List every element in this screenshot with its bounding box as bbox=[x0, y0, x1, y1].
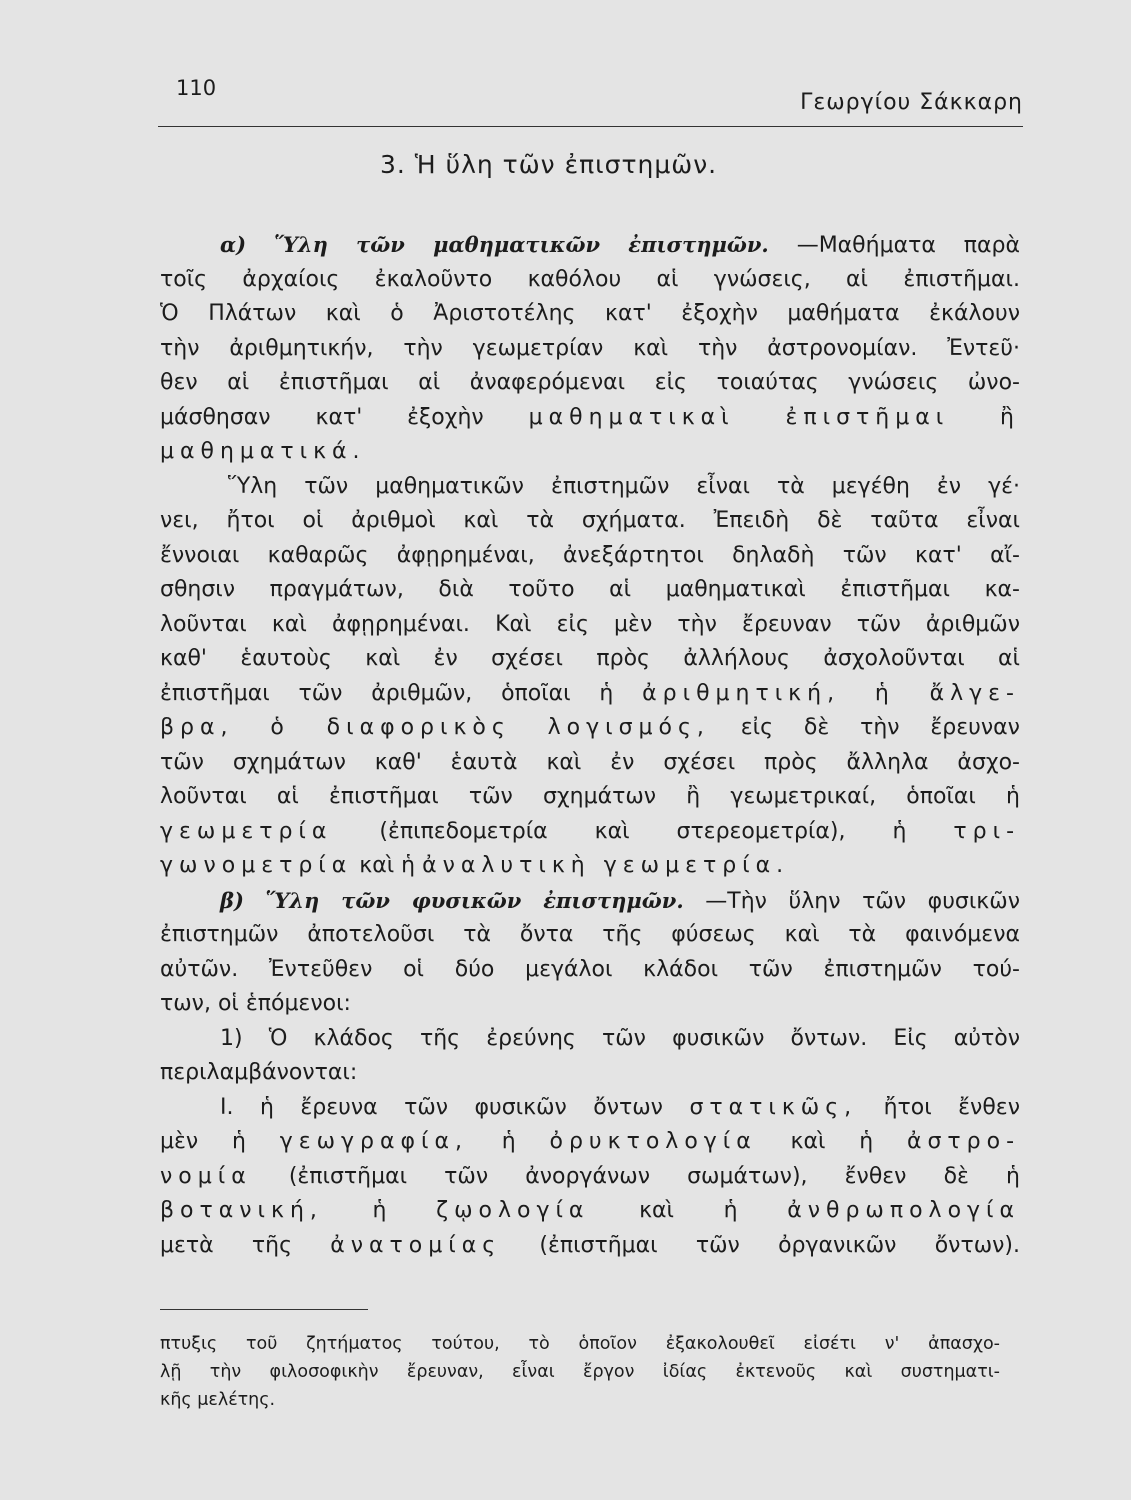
subsection-heading: Ὕλη τῶν φυσικῶν ἐπιστημῶν. bbox=[265, 887, 684, 913]
page-number: 110 bbox=[176, 76, 217, 100]
text-line: ἔννοιαι καθαρῶς ἀφῃρημέναι, ἀνεξάρτητοι δηλαδὴ τῶν κατ' αἴ- bbox=[160, 542, 1020, 568]
subsection-label: β) bbox=[220, 887, 244, 913]
footnotes bbox=[160, 1330, 1000, 1414]
text-line bbox=[160, 1194, 1020, 1229]
spaced-text: ἀνατομίας bbox=[330, 1232, 502, 1258]
footnote-line: πτυξις τοῦ ζητήματος τούτου, τὸ ὁποῖον ἐξακολουθεῖ εἰσέτι ν' ἀπασχο- bbox=[160, 1334, 1000, 1354]
text-line bbox=[160, 1125, 1020, 1160]
spaced-text: ὀρυκτολογία bbox=[549, 1129, 757, 1154]
body-text bbox=[160, 228, 1020, 1263]
text-line bbox=[160, 1229, 1020, 1264]
text-span: ἐπιστῆμαι τῶν ἀριθμῶν, ὁποῖαι ἡ bbox=[160, 680, 614, 706]
page-header bbox=[158, 70, 1023, 115]
header-rule bbox=[158, 126, 1023, 127]
spaced-text: στατικῶς, bbox=[689, 1094, 858, 1120]
text-line: τοῖς ἀρχαίοις ἐκαλοῦντο καθόλου αἱ γνώσεις, αἱ ἐπιστῆμαι. bbox=[160, 266, 1020, 292]
text-line bbox=[160, 1091, 1020, 1126]
spaced-text: μαθηματικαὶ ἐπιστῆμαι ἢ bbox=[528, 404, 1020, 430]
text-line bbox=[160, 711, 1020, 746]
text-span: (ἐπιστῆμαι τῶν ὀργανικῶν ὄντων). bbox=[539, 1232, 1020, 1258]
text-line: αὐτῶν. Ἐντεῦθεν οἱ δύο μεγάλοι κλάδοι τῶν ἐπιστημῶν τού- bbox=[160, 956, 1020, 982]
subsection-label: α) bbox=[220, 232, 247, 257]
text-span: ἤτοι ἔνθεν bbox=[883, 1094, 1020, 1120]
text-span: ἡ bbox=[372, 1198, 387, 1223]
spaced-text: ἀνθρωπολογία bbox=[787, 1198, 1020, 1223]
text-line bbox=[160, 815, 1020, 850]
text-line: τὴν ἀριθμητικήν, τὴν γεωμετρίαν καὶ τὴν ἀστρονομίαν. Ἐντεῦ· bbox=[160, 335, 1020, 361]
footnote-line: λῇ τὴν φιλοσοφικὴν ἔρευναν, εἶναι ἔργον ἰδίας ἐκτενοῦς καὶ συστηματι- bbox=[160, 1362, 1000, 1382]
footnote-rule bbox=[160, 1309, 368, 1310]
text-line: νει, ἤτοι οἱ ἀριθμοὶ καὶ τὰ σχήματα. Ἐπειδὴ δὲ ταῦτα εἶναι bbox=[160, 508, 1020, 533]
spaced-text: βρα, ὁ διαφορικὸς λογισμός, bbox=[160, 715, 710, 740]
spaced-text: ἀστρο- bbox=[906, 1129, 1020, 1154]
text-span: μὲν ἡ bbox=[160, 1129, 246, 1154]
text-line bbox=[160, 884, 1020, 919]
text-span: —Μαθήματα παρὰ bbox=[796, 233, 1020, 258]
text-line bbox=[160, 849, 1020, 884]
text-line: Ὕλη τῶν μαθηματικῶν ἐπιστημῶν εἶναι τὰ μεγέθη ἐν γέ· bbox=[228, 473, 1020, 499]
text-span: εἰς δὲ τὴν ἔρευναν bbox=[740, 715, 1020, 740]
text-line: των, οἱ ἑπόμενοι: bbox=[160, 991, 351, 1016]
text-line: μαθηματικά. bbox=[160, 439, 366, 464]
spaced-text: γεωγραφία, bbox=[279, 1129, 468, 1154]
text-line: ἐπιστημῶν ἀποτελοῦσι τὰ ὄντα τῆς φύσεως καὶ τὰ φαινόμενα bbox=[160, 922, 1020, 947]
text-span: ἡ bbox=[501, 1129, 516, 1154]
text-line: τῶν σχημάτων καθ' ἑαυτὰ καὶ ἐν σχέσει πρὸς ἄλληλα ἀσχο- bbox=[160, 749, 1020, 775]
text-span: (ἐπιστῆμαι τῶν ἀνοργάνων σωμάτων), ἔνθεν δὲ ἡ bbox=[288, 1163, 1020, 1189]
spaced-text: ἀριθμητική, ἡ ἄλγε- bbox=[642, 680, 1020, 706]
spaced-text: τρι- bbox=[953, 818, 1020, 844]
text-line: καθ' ἑαυτοὺς καὶ ἐν σχέσει πρὸς ἀλλήλους ἀσχολοῦνται αἱ bbox=[160, 646, 1020, 671]
text-span: (ἐπιπεδομετρία καὶ στερεομετρία), ἡ bbox=[379, 818, 907, 844]
text-line: λοῦνται αἱ ἐπιστῆμαι τῶν σχημάτων ἢ γεωμετρικαί, ὁποῖαι ἡ bbox=[160, 784, 1020, 809]
spaced-text: νομία bbox=[160, 1163, 252, 1189]
text-line bbox=[160, 677, 1020, 712]
text-line: θεν αἱ ἐπιστῆμαι αἱ ἀναφερόμεναι εἰς τοιαύτας γνώσεις ὠνο- bbox=[160, 370, 1020, 395]
spaced-text: γωνομετρία bbox=[160, 853, 353, 878]
text-line: περιλαμβάνονται: bbox=[160, 1060, 358, 1085]
text-span: —Τὴν ὕλην τῶν φυσικῶν bbox=[705, 888, 1020, 914]
text-span: μετὰ τῆς bbox=[160, 1232, 292, 1258]
text-line: λοῦνται καὶ ἀφῃρημέναι. Καὶ εἰς μὲν τὴν ἔρευναν τῶν ἀριθμῶν bbox=[160, 611, 1020, 637]
spaced-text: βοτανική, bbox=[160, 1198, 323, 1223]
spaced-text: ἀναλυτικὴ γεωμετρία. bbox=[422, 853, 790, 878]
text-span: καὶ ἡ bbox=[359, 853, 416, 878]
spaced-text: γεωμετρία bbox=[160, 818, 333, 844]
subsection-heading: Ὕλη τῶν μαθηματικῶν ἐπιστημῶν. bbox=[274, 232, 769, 257]
text-span: Ι. ἡ ἔρευνα τῶν φυσικῶν ὄντων bbox=[220, 1094, 663, 1120]
footnote-line: κῆς μελέτης. bbox=[160, 1390, 276, 1410]
running-head: Γεωργίου Σάκκαρη bbox=[800, 90, 1023, 115]
spaced-text: ζῳολογία bbox=[436, 1198, 590, 1223]
text-span: μάσθησαν κατ' ἐξοχὴν bbox=[160, 404, 484, 430]
text-line: Ὁ Πλάτων καὶ ὁ Ἀριστοτέλης κατ' ἐξοχὴν μαθήματα ἐκάλουν bbox=[160, 301, 1020, 326]
text-line: σθησιν πραγμάτων, διὰ τοῦτο αἱ μαθηματικαὶ ἐπιστῆμαι κα- bbox=[160, 577, 1020, 602]
text-line bbox=[160, 1160, 1020, 1195]
text-line bbox=[160, 401, 1020, 436]
text-line: 1) Ὁ κλάδος τῆς ἐρεύνης τῶν φυσικῶν ὄντων. Εἰς αὐτὸν bbox=[220, 1025, 1020, 1051]
text-span: καὶ ἡ bbox=[639, 1198, 738, 1223]
text-span: καὶ ἡ bbox=[790, 1129, 874, 1154]
section-title: 3. Ἡ ὕλη τῶν ἐπιστημῶν. bbox=[380, 150, 718, 179]
text-line bbox=[160, 228, 1020, 263]
